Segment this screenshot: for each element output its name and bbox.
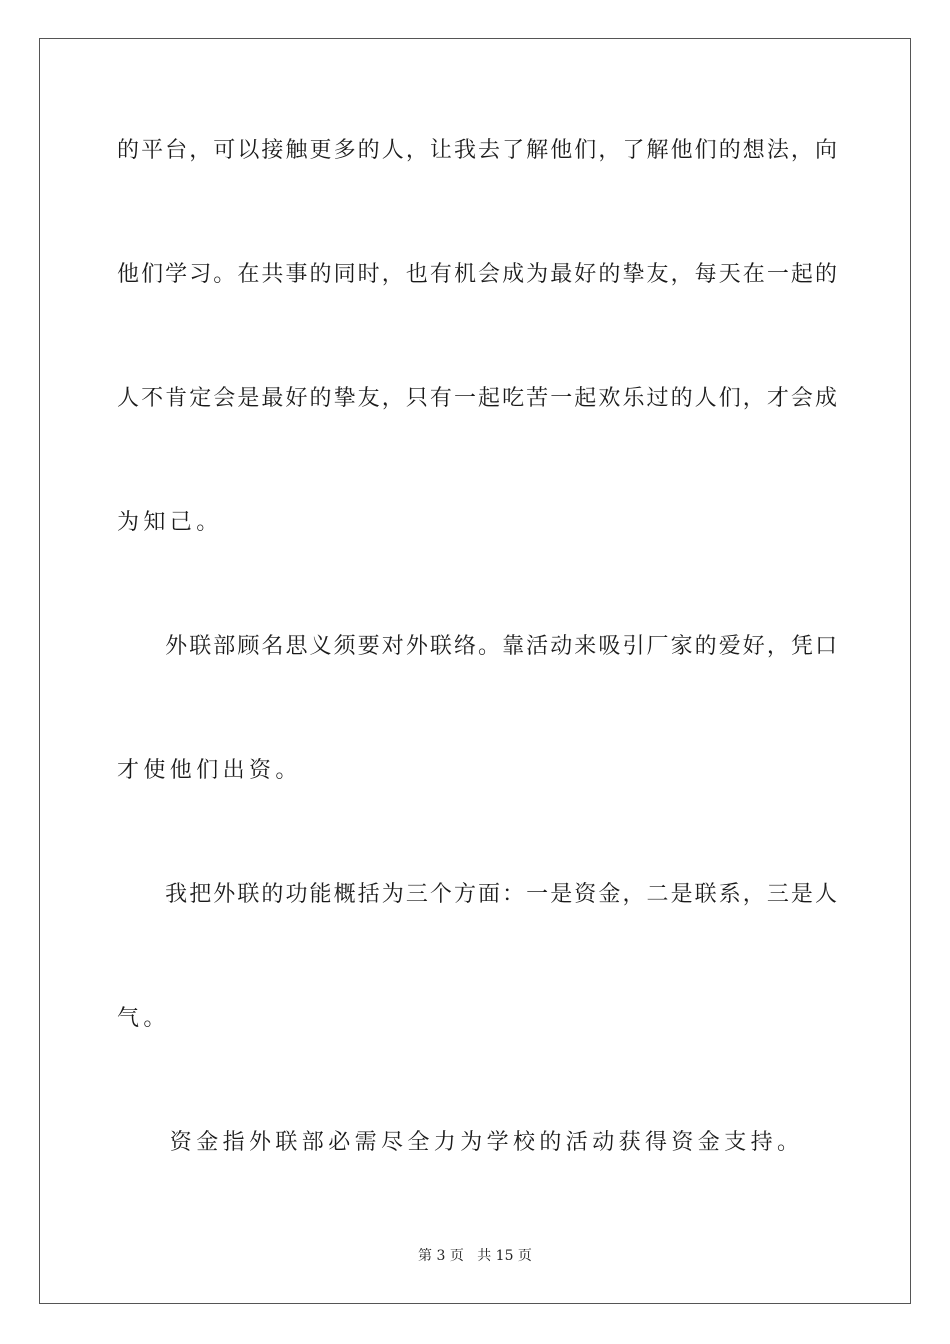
page-number: 第 3 页 <box>418 1248 464 1264</box>
total-pages: 共 15 页 <box>477 1248 532 1264</box>
page-frame <box>39 38 911 1304</box>
text-line: 他们学习。在共事的同时，也有机会成为最好的挚友，每天在一起的 <box>117 262 837 287</box>
text-line: 人不肯定会是最好的挚友，只有一起吃苦一起欢乐过的人们，才会成 <box>117 386 837 411</box>
page-footer <box>0 1247 950 1265</box>
text-line: 资金指外联部必需尽全力为学校的活动获得资金支持。 <box>117 1130 804 1155</box>
text-line: 气。 <box>117 1006 170 1031</box>
text-line: 才使他们出资。 <box>117 758 302 783</box>
text-line: 我把外联的功能概括为三个方面：一是资金，二是联系，三是人 <box>117 882 837 907</box>
text-line: 为知己。 <box>117 510 223 535</box>
text-line: 的平台，可以接触更多的人，让我去了解他们，了解他们的想法，向 <box>117 138 837 163</box>
text-line: 外联部顾名思义须要对外联络。靠活动来吸引厂家的爱好，凭口 <box>117 634 837 659</box>
